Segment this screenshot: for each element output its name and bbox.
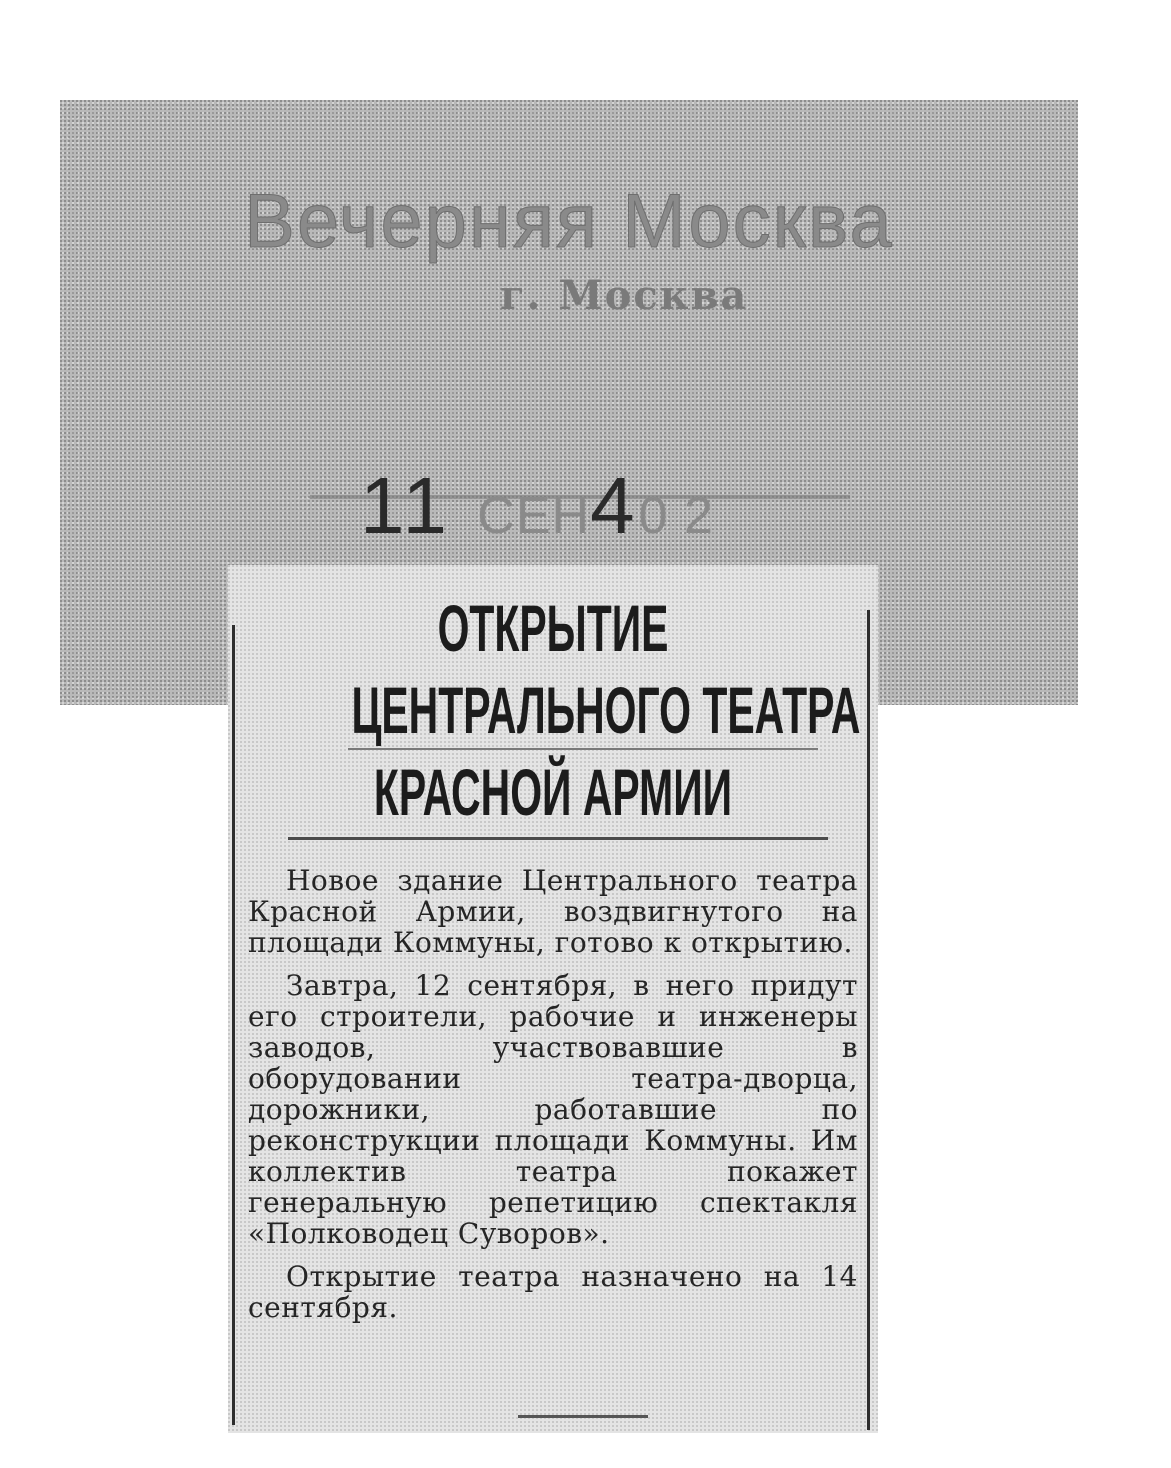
stamp-year-a: 4	[590, 461, 639, 550]
newspaper-name: Вечерняя Москва	[244, 179, 894, 264]
article-paragraph: Новое здание Центрального театра Красной Армии, воздвигнутого на площади Коммуны, готово к открытию.	[248, 864, 858, 959]
clipping-right-edge	[867, 610, 870, 1430]
article-end-rule	[518, 1415, 648, 1418]
headline-underline	[348, 748, 818, 750]
stamp-month: СЕН	[477, 487, 591, 545]
article-paragraph: Завтра, 12 сентября, в него придут его строители, рабочие и инженеры заводов, участвовавшие в оборудовании театра-дворца, дорожники, работавшие по реконструкции площади Коммуны. Им коллектив театра покажет генеральную репетицию спектакля «Полководец Суворов».	[248, 969, 858, 1250]
stamp-day: 11	[360, 461, 452, 550]
newspaper-city: г. Москва	[500, 272, 749, 319]
article-paragraph: Открытие театра назначено на 14 сентября.	[248, 1260, 858, 1324]
clipping-left-edge	[232, 625, 235, 1425]
headline-line: ЦЕНТРАЛЬНОГО ТЕАТРА	[351, 673, 861, 747]
article-headline	[351, 587, 861, 833]
headline-line: КРАСНОЙ АРМИИ	[373, 755, 733, 829]
article-body	[248, 865, 858, 1335]
headline-line: ОТКРЫТИЕ	[437, 591, 669, 665]
stamp-date	[360, 460, 714, 552]
article-clipping	[228, 565, 878, 1433]
headline-rule	[288, 837, 828, 840]
stamp-year-b: 0 2	[638, 487, 714, 545]
